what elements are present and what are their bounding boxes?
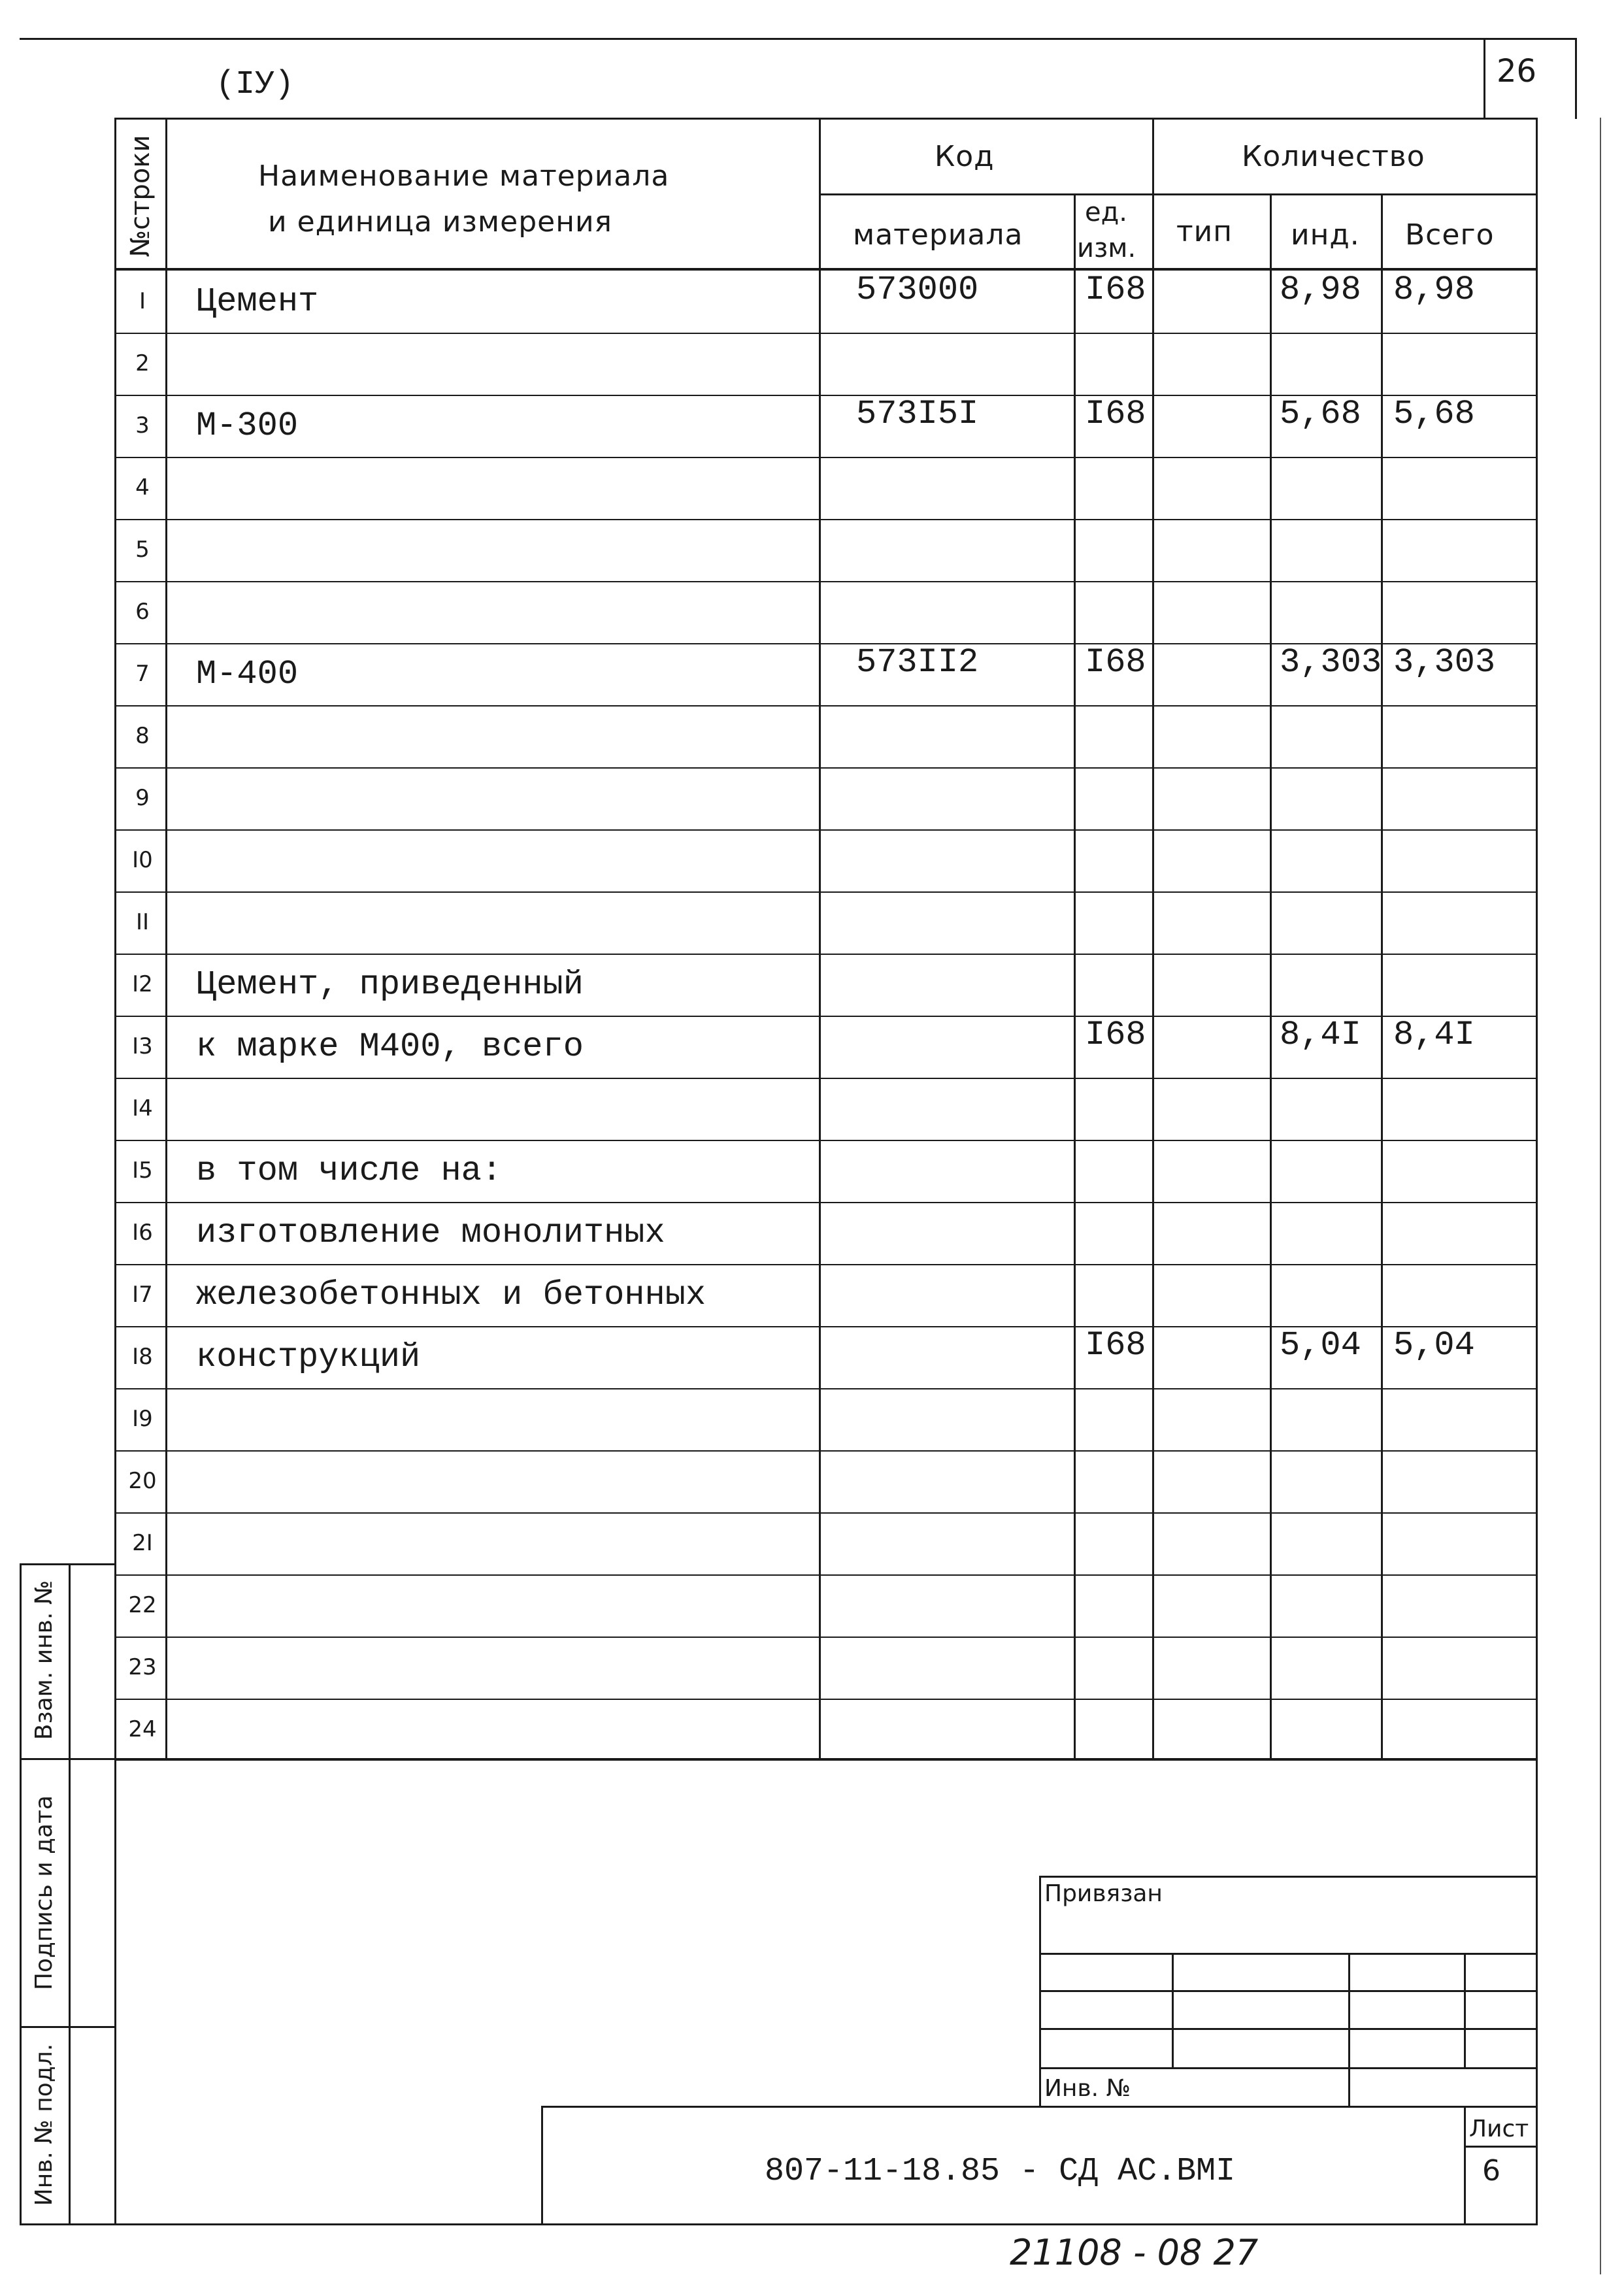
table-row [0,1574,1624,1637]
tb-line-4 [1039,2067,1538,2069]
row-number: 2I [132,1530,153,1556]
tb-inv-no: Инв. № [1044,2075,1131,2102]
cell-qty-ind: 3,303 [1280,643,1382,682]
row-number: 5 [135,537,150,563]
table-row [0,643,1624,705]
right-frame-top [1575,38,1577,119]
row-number: I0 [132,847,153,873]
cell-unit-code: I68 [1085,1326,1146,1365]
tb-sheet-value: 6 [1482,2154,1500,2187]
tb-sheet-label: Лист [1469,2116,1529,2142]
table-row [0,1078,1624,1140]
table-row [0,1202,1624,1264]
row-number: 6 [135,599,150,625]
cell-qty-total: 5,68 [1393,395,1475,433]
header-code-unit-1: ед. [1085,197,1127,227]
header-quantity-group: Количество [1242,140,1425,173]
tb-col-2 [1348,1953,1350,2108]
row-number: 9 [135,785,150,811]
cell-qty-total: 8,4I [1393,1016,1475,1054]
table-row [0,1388,1624,1450]
scan-edge-line [1600,118,1601,2274]
row-number: I [139,288,146,314]
cell-qty-ind: 5,04 [1280,1326,1361,1365]
side-stamp-left [20,1563,22,2225]
table-row [0,271,1624,333]
header-qty-type: тип [1176,215,1233,248]
sheet-number-box-left [1483,38,1485,119]
tb-col-3 [1464,1953,1466,2067]
table-row [0,519,1624,581]
cell-material-name: изготовление монолитных [196,1214,665,1252]
table-row [0,1264,1624,1326]
row-number: 2 [135,350,150,376]
tb-line-3 [1039,2028,1538,2030]
row-number: I8 [132,1344,153,1370]
table-row [0,1699,1624,1761]
row-number: 4 [135,474,150,501]
tb-privyazan-top [1039,1876,1538,1878]
row-number: I2 [132,971,153,997]
cell-material-code: 573000 [856,271,979,309]
table-row [0,954,1624,1016]
row-number: 23 [128,1654,157,1680]
cell-unit-code: I68 [1085,271,1146,309]
table-row [0,891,1624,954]
side-inv-podl: Инв. № подл. [31,2043,58,2206]
table-row [0,829,1624,891]
row-number: II [135,909,150,935]
tb-designation: 807-11-18.85 - СД АС.ВМI [765,2153,1236,2190]
side-podpis-data: Подпись и дата [31,1795,58,1991]
cell-qty-ind: 5,68 [1280,395,1361,433]
table-row [0,333,1624,395]
cell-material-name: М-400 [196,655,299,693]
side-vzam-inv: Взам. инв. № [31,1580,58,1740]
row-number: 3 [135,412,150,439]
top-border [20,38,1575,40]
cell-unit-code: I68 [1085,395,1146,433]
row-number: I7 [132,1282,153,1308]
row-number: 24 [128,1716,157,1742]
sheet-number: 26 [1497,53,1537,90]
tb-line-1 [1039,1953,1538,1955]
table-row [0,1140,1624,1202]
header-qty-total: Всего [1405,218,1495,252]
tb-main-top [541,2106,1538,2108]
row-number: I3 [132,1033,153,1059]
tb-main-left [541,2106,543,2225]
cell-material-name: железобетонных и бетонных [196,1276,706,1314]
row-number: I9 [132,1406,153,1432]
header-material-name-2: и единица измерения [268,205,613,239]
cell-qty-ind: 8,98 [1280,271,1361,309]
row-number: I4 [132,1095,153,1122]
table-row [0,705,1624,767]
row-number: 22 [128,1592,157,1618]
header-mid-line [819,193,1538,195]
table-row [0,767,1624,829]
cell-unit-code: I68 [1085,643,1146,682]
tb-sheet-box-left [1464,2106,1466,2225]
table-row [0,581,1624,643]
cell-unit-code: I68 [1085,1016,1146,1054]
table-bottom-line [114,1758,1538,1761]
table-row [0,457,1624,519]
header-qty-ind: инд. [1291,218,1360,252]
header-code-group: Код [935,140,995,173]
cell-qty-total: 3,303 [1393,643,1496,682]
cell-qty-ind: 8,4I [1280,1016,1361,1054]
cell-material-code: 573I5I [856,395,979,433]
table-row [0,395,1624,457]
row-number: 8 [135,723,150,749]
row-number: 7 [135,661,150,687]
table-top-border [114,118,1538,120]
tb-col-1 [1172,1953,1174,2067]
cell-material-code: 573II2 [856,643,979,682]
frame-bottom-line [20,2223,1538,2225]
cell-material-name: Цемент, приведенный [196,965,584,1004]
tb-sheet-box-mid [1464,2146,1538,2148]
cell-material-name: М-300 [196,407,299,445]
header-material-name-1: Наименование материала [258,159,670,193]
header-code-unit-2: изм. [1077,233,1136,263]
table-row [0,1512,1624,1574]
row-number: 20 [128,1468,157,1494]
row-number: I6 [132,1220,153,1246]
bottom-handwritten-number: 21108 - 08 27 [1010,2232,1259,2273]
roman-marker: (IУ) [216,66,295,103]
table-row [0,1637,1624,1699]
cell-material-name: конструкций [196,1338,421,1376]
row-number: I5 [132,1157,153,1184]
side-stamp-mid [69,1563,71,2225]
cell-material-name: к марке М400, всего [196,1027,584,1066]
header-row-number: №строки [125,135,156,258]
cell-qty-total: 5,04 [1393,1326,1475,1365]
table-row [0,1016,1624,1078]
cell-material-name: Цемент [196,282,319,321]
tb-privyazan: Привязан [1044,1880,1163,1907]
table-row [0,1450,1624,1512]
tb-line-2 [1039,1990,1538,1992]
table-row [0,1326,1624,1388]
cell-qty-total: 8,98 [1393,271,1475,309]
cell-material-name: в том числе на: [196,1152,503,1190]
side-stamp-sep-1 [20,1758,116,1760]
header-code-material: материала [853,218,1023,252]
